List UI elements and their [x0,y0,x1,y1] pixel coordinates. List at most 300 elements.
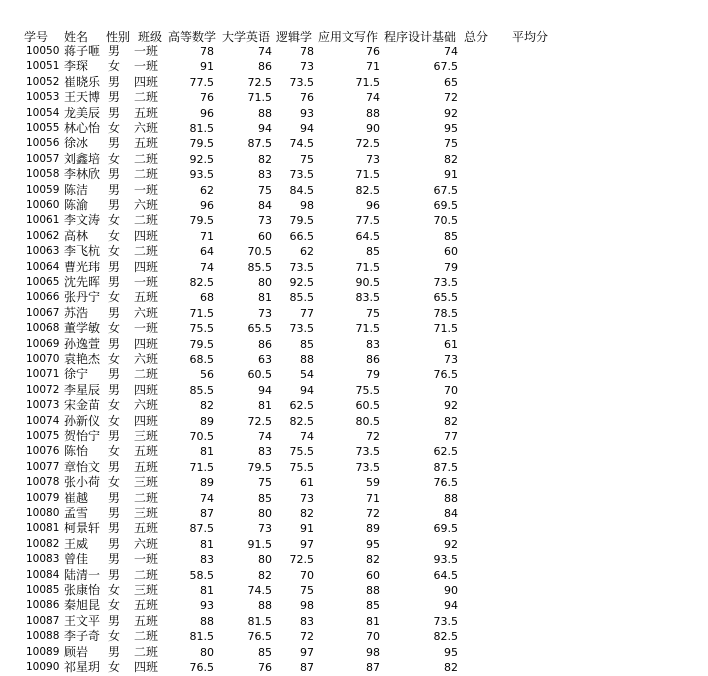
cell-name: 林心怡 [64,121,101,135]
cell-class: 五班 [134,136,159,151]
cell-student-id: 10073 [26,399,60,412]
cell-logic: 70 [300,568,314,582]
cell-programming: 92 [444,537,458,551]
header-programming: 程序设计基础 [384,30,457,44]
cell-writing: 75 [366,306,380,320]
cell-english: 83 [258,168,272,182]
cell-writing: 89 [366,522,380,536]
cell-logic: 76 [300,91,314,105]
cell-logic: 97 [300,537,314,551]
cell-math: 96 [200,199,214,212]
cell-english: 81.5 [247,614,272,628]
cell-gender: 女 [108,583,121,597]
cell-class: 六班 [134,121,159,135]
cell-math: 74 [200,260,214,274]
cell-student-id: 10053 [26,91,60,104]
cell-writing: 88 [366,106,380,120]
cell-writing: 90.5 [355,276,380,289]
cell-class: 四班 [134,336,159,351]
cell-student-id: 10084 [26,568,60,581]
cell-programming: 65.5 [433,291,458,305]
cell-gender: 男 [108,506,121,520]
cell-class: 二班 [134,244,159,259]
cell-gender: 女 [108,228,121,243]
cell-class: 二班 [134,490,159,505]
cell-writing: 71.5 [355,322,380,336]
cell-english: 73 [258,306,272,320]
cell-name: 王威 [64,536,89,551]
cell-writing: 98 [366,645,380,659]
cell-math: 91 [200,60,214,74]
cell-name: 袁艳杰 [64,352,101,366]
cell-english: 85 [258,645,272,659]
cell-programming: 69.5 [433,199,458,212]
cell-writing: 73.5 [355,460,380,474]
cell-logic: 87 [300,661,314,674]
cell-logic: 94 [300,122,314,135]
cell-gender: 男 [108,521,121,536]
cell-name: 李文涛 [64,213,101,228]
cell-writing: 60 [366,568,380,582]
cell-logic: 61 [300,476,314,490]
cell-class: 五班 [134,459,159,474]
cell-student-id: 10088 [26,630,60,643]
cell-gender: 女 [108,660,121,674]
cell-logic: 74 [300,430,314,443]
cell-class: 六班 [134,305,159,320]
cell-logic: 62.5 [289,399,314,413]
cell-english: 83 [258,445,272,459]
cell-student-id: 10052 [26,75,60,88]
cell-name: 孙新仪 [64,413,101,428]
cell-programming: 95 [444,645,458,659]
cell-class: 五班 [134,444,159,459]
cell-math: 87.5 [189,522,214,536]
cell-student-id: 10061 [26,214,60,227]
cell-writing: 73 [366,152,380,166]
cell-name: 李飞杭 [64,244,101,259]
cell-writing: 71 [366,491,380,505]
cell-gender: 男 [108,182,121,197]
cell-name: 李林欣 [64,167,101,182]
cell-english: 72.5 [247,414,272,428]
header-english: 大学英语 [222,30,271,44]
cell-name: 苏浩 [64,305,89,320]
cell-programming: 90 [444,584,458,597]
cell-math: 93.5 [189,168,214,182]
cell-logic: 77 [300,306,314,320]
cell-student-id: 10074 [26,414,60,427]
cell-english: 73 [258,522,272,536]
cell-class: 二班 [134,644,159,659]
cell-math: 82.5 [189,276,214,289]
cell-student-id: 10085 [26,584,60,596]
cell-student-id: 10071 [26,368,60,381]
cell-math: 96 [200,106,214,120]
cell-student-id: 10057 [26,152,60,165]
cell-gender: 男 [108,275,121,289]
cell-math: 76.5 [189,661,214,674]
cell-student-id: 10077 [26,460,60,473]
cell-logic: 75.5 [289,460,314,474]
cell-gender: 男 [108,567,121,582]
cell-programming: 92 [444,399,458,413]
cell-gender: 男 [108,552,121,567]
cell-student-id: 10060 [26,199,60,211]
cell-name: 章怡文 [64,459,101,474]
cell-english: 75 [258,476,272,490]
cell-gender: 女 [108,121,121,135]
cell-name: 徐冰 [64,136,89,151]
cell-writing: 95 [366,537,380,551]
cell-student-id: 10062 [26,229,60,242]
cell-english: 81 [258,399,272,413]
cell-class: 六班 [134,352,159,366]
cell-english: 60 [258,229,272,243]
cell-math: 74 [200,491,214,505]
cell-programming: 91 [444,168,458,182]
cell-name: 崔晓乐 [64,74,101,89]
cell-class: 三班 [134,583,159,597]
cell-english: 76.5 [247,630,272,644]
cell-programming: 84 [444,507,458,520]
cell-programming: 79 [444,260,458,274]
cell-english: 94 [258,122,272,135]
header-name: 姓名 [64,30,89,44]
cell-math: 79.5 [189,337,214,351]
cell-gender: 男 [108,136,121,151]
cell-gender: 男 [108,305,121,320]
cell-name: 蒋子咂 [64,44,101,58]
cell-programming: 70 [444,383,458,397]
cell-name: 陈怡 [64,444,89,459]
header-logic: 逻辑学 [276,30,313,44]
cell-programming: 82.5 [433,630,458,644]
cell-writing: 83.5 [355,291,380,305]
cell-programming: 67.5 [433,60,458,74]
cell-writing: 64.5 [355,229,380,243]
cell-name: 刘鑫培 [64,151,101,166]
cell-student-id: 10087 [26,614,60,627]
cell-gender: 女 [108,475,121,490]
cell-logic: 83 [300,614,314,628]
cell-math: 79.5 [189,137,214,151]
cell-programming: 62.5 [433,445,458,459]
cell-gender: 男 [108,367,121,382]
cell-logic: 88 [300,353,314,366]
cell-logic: 98 [300,199,314,212]
cell-student-id: 10051 [26,60,60,73]
cell-class: 五班 [134,290,159,305]
cell-name: 李子奇 [64,629,101,644]
cell-student-id: 10059 [26,183,60,196]
cell-student-id: 10070 [26,353,60,365]
cell-gender: 男 [108,44,121,58]
cell-programming: 76.5 [433,476,458,490]
cell-programming: 65 [444,75,458,89]
cell-math: 71.5 [189,306,214,320]
cell-logic: 79.5 [289,214,314,228]
cell-math: 82 [200,399,214,413]
cell-math: 64 [200,245,214,259]
cell-math: 89 [200,476,214,490]
cell-writing: 82 [366,553,380,567]
cell-class: 二班 [134,167,159,182]
cell-class: 六班 [134,536,159,551]
cell-logic: 73.5 [289,260,314,274]
cell-student-id: 10079 [26,491,60,504]
cell-name: 高林 [64,228,89,243]
cell-student-id: 10076 [26,445,60,458]
cell-writing: 85 [366,599,380,613]
cell-class: 一班 [134,275,159,289]
cell-programming: 82 [444,152,458,166]
cell-english: 74.5 [247,584,272,597]
cell-name: 陆清一 [64,567,101,582]
cell-logic: 78 [300,45,314,58]
cell-writing: 90 [366,122,380,135]
cell-math: 79.5 [189,214,214,228]
cell-logic: 91 [300,522,314,536]
cell-english: 81 [258,291,272,305]
cell-class: 二班 [134,367,159,382]
cell-math: 81 [200,445,214,459]
cell-programming: 82 [444,661,458,674]
cell-math: 81.5 [189,122,214,135]
cell-english: 86 [258,60,272,74]
cell-class: 五班 [134,521,159,536]
cell-programming: 94 [444,599,458,613]
cell-math: 81.5 [189,630,214,644]
cell-name: 沈先晖 [64,275,101,289]
cell-math: 89 [200,414,214,428]
cell-student-id: 10065 [26,276,60,288]
cell-english: 80 [258,553,272,567]
cell-math: 71 [200,229,214,243]
cell-math: 87 [200,507,214,520]
cell-writing: 96 [366,199,380,212]
cell-logic: 92.5 [289,276,314,289]
cell-name: 陈渝 [64,198,89,212]
cell-name: 宋金苗 [64,398,101,413]
cell-logic: 85 [300,337,314,351]
cell-english: 94 [258,383,272,397]
cell-english: 80 [258,276,272,289]
cell-gender: 男 [108,336,121,351]
cell-gender: 男 [108,74,121,89]
cell-student-id: 10082 [26,537,60,550]
cell-math: 81 [200,584,214,597]
cell-math: 78 [200,45,214,58]
cell-name: 秦旭昆 [64,598,101,613]
cell-math: 88 [200,614,214,628]
cell-programming: 82 [444,414,458,428]
cell-programming: 76.5 [433,368,458,382]
cell-logic: 85.5 [289,291,314,305]
cell-programming: 70.5 [433,214,458,228]
cell-logic: 84.5 [289,183,314,197]
cell-class: 二班 [134,90,159,105]
cell-writing: 59 [366,476,380,490]
cell-name: 陈洁 [64,182,89,197]
cell-math: 83 [200,553,214,567]
cell-writing: 88 [366,584,380,597]
cell-english: 73 [258,214,272,228]
cell-gender: 女 [108,321,121,336]
cell-class: 一班 [134,44,159,58]
cell-class: 四班 [134,382,159,397]
cell-class: 一班 [134,182,159,197]
cell-gender: 男 [108,382,121,397]
cell-writing: 79 [366,368,380,382]
cell-math: 71.5 [189,460,214,474]
cell-programming: 60 [444,245,458,259]
cell-math: 68 [200,291,214,305]
cell-name: 龙美辰 [64,105,101,120]
cell-logic: 98 [300,599,314,613]
header-class: 班级 [138,30,163,44]
cell-gender: 男 [108,490,121,505]
cell-math: 85.5 [189,383,214,397]
cell-programming: 67.5 [433,183,458,197]
cell-writing: 73.5 [355,445,380,459]
cell-logic: 82 [300,507,314,520]
cell-english: 86 [258,337,272,351]
cell-class: 五班 [134,613,159,628]
cell-name: 孙逸萱 [64,336,101,351]
cell-class: 五班 [134,598,159,613]
cell-math: 68.5 [189,353,214,366]
cell-english: 88 [258,599,272,613]
cell-gender: 男 [108,459,121,474]
cell-logic: 73.5 [289,322,314,336]
cell-programming: 77 [444,430,458,443]
cell-gender: 女 [108,151,121,166]
cell-english: 75 [258,183,272,197]
cell-logic: 82.5 [289,414,314,428]
cell-logic: 94 [300,383,314,397]
cell-math: 56 [200,368,214,382]
cell-writing: 71 [366,60,380,74]
cell-logic: 72 [300,630,314,644]
cell-name: 曹光玮 [64,259,101,274]
cell-writing: 74 [366,91,380,105]
cell-gender: 女 [108,290,121,305]
cell-class: 一班 [134,552,159,567]
cell-logic: 75.5 [289,445,314,459]
cell-writing: 87 [366,661,380,674]
cell-english: 85 [258,491,272,505]
cell-programming: 95 [444,122,458,135]
cell-writing: 83 [366,337,380,351]
cell-english: 74 [258,430,272,443]
cell-english: 87.5 [247,137,272,151]
cell-english: 76 [258,661,272,674]
cell-english: 63 [258,353,272,366]
cell-gender: 女 [108,213,121,228]
cell-student-id: 10080 [26,507,60,519]
cell-logic: 66.5 [289,229,314,243]
cell-writing: 70 [366,630,380,644]
cell-gender: 女 [108,398,121,413]
cell-name: 贺怡宁 [64,429,101,443]
cell-writing: 80.5 [355,414,380,428]
cell-student-id: 10054 [26,106,60,119]
cell-class: 三班 [134,475,159,490]
cell-writing: 71.5 [355,75,380,89]
header-student-id: 学号 [24,30,49,44]
cell-english: 82 [258,152,272,166]
cell-student-id: 10078 [26,476,60,489]
cell-name: 董学敏 [64,321,101,336]
cell-class: 六班 [134,398,159,413]
cell-student-id: 10090 [26,661,60,673]
cell-programming: 87.5 [433,460,458,474]
cell-name: 张丹宁 [64,290,101,305]
cell-programming: 74 [444,45,458,58]
header-gender: 性别 [106,30,131,44]
cell-programming: 71.5 [433,322,458,336]
cell-name: 崔越 [64,490,89,505]
cell-writing: 71.5 [355,260,380,274]
cell-class: 四班 [134,228,159,243]
cell-gender: 女 [108,629,121,644]
cell-logic: 73.5 [289,75,314,89]
cell-programming: 78.5 [433,306,458,320]
cell-student-id: 10066 [26,291,60,304]
cell-logic: 72.5 [289,553,314,567]
cell-writing: 60.5 [355,399,380,413]
cell-logic: 73 [300,60,314,74]
cell-gender: 女 [108,59,121,74]
cell-class: 五班 [134,105,159,120]
cell-gender: 男 [108,613,121,628]
cell-english: 71.5 [247,91,272,105]
cell-student-id: 10081 [26,522,60,535]
cell-english: 88 [258,106,272,120]
cell-programming: 73.5 [433,276,458,289]
cell-programming: 93.5 [433,553,458,567]
cell-name: 徐宁 [64,367,89,382]
cell-math: 80 [200,645,214,659]
cell-programming: 92 [444,106,458,120]
header-average: 平均分 [512,30,549,44]
header-writing: 应用文写作 [318,30,379,44]
cell-logic: 97 [300,645,314,659]
cell-class: 四班 [134,660,159,674]
cell-logic: 62 [300,245,314,259]
cell-english: 70.5 [247,245,272,259]
cell-math: 76 [200,91,214,105]
cell-name: 祁星玥 [64,660,101,674]
cell-programming: 88 [444,491,458,505]
cell-logic: 54 [300,368,314,382]
cell-english: 84 [258,199,272,212]
cell-writing: 76 [366,45,380,58]
cell-writing: 72.5 [355,137,380,151]
cell-gender: 女 [108,598,121,613]
cell-gender: 男 [108,536,121,551]
cell-gender: 男 [108,644,121,659]
cell-student-id: 10089 [26,645,60,658]
cell-logic: 75 [300,152,314,166]
cell-student-id: 10086 [26,599,60,612]
cell-name: 王文平 [64,613,101,628]
cell-class: 四班 [134,259,159,274]
cell-class: 一班 [134,321,159,336]
cell-writing: 86 [366,353,380,366]
cell-student-id: 10063 [26,245,60,258]
